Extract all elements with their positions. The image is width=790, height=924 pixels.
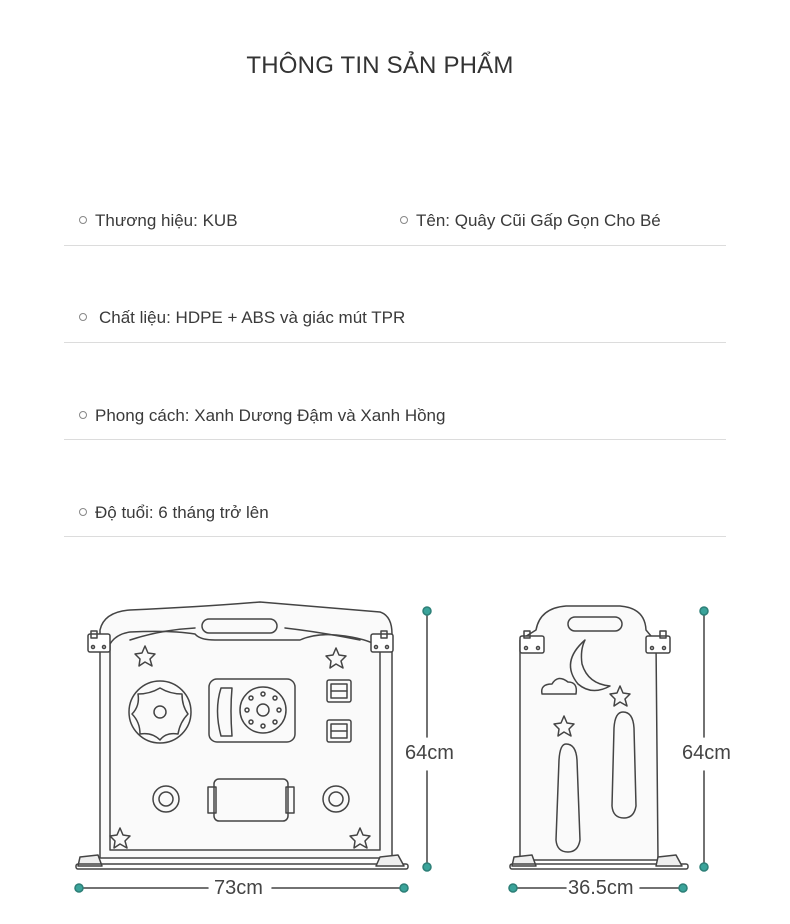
large-panel-width-label: 73cm bbox=[214, 877, 263, 899]
page-title: THÔNG TIN SẢN PHẨM bbox=[246, 52, 514, 79]
large-panel-drawing bbox=[76, 602, 408, 869]
small-panel-height-label: 64cm bbox=[682, 742, 731, 764]
spec-material-text: Chất liệu: HDPE + ABS và giác mút TPR bbox=[99, 308, 406, 327]
large-panel-height-line bbox=[423, 607, 431, 871]
spec-name-text: Tên: Quây Cũi Gấp Gọn Cho Bé bbox=[416, 211, 661, 230]
small-panel-width-label: 36.5cm bbox=[568, 877, 634, 899]
small-panel-height-line bbox=[700, 607, 708, 871]
small-panel-drawing bbox=[510, 606, 688, 869]
spec-style-text: Phong cách: Xanh Dương Đậm và Xanh Hồng bbox=[95, 406, 446, 425]
spec-age-text: Độ tuổi: 6 tháng trở lên bbox=[95, 503, 269, 522]
large-panel-height-label: 64cm bbox=[405, 742, 454, 764]
spec-brand-text: Thương hiệu: KUB bbox=[95, 211, 238, 230]
